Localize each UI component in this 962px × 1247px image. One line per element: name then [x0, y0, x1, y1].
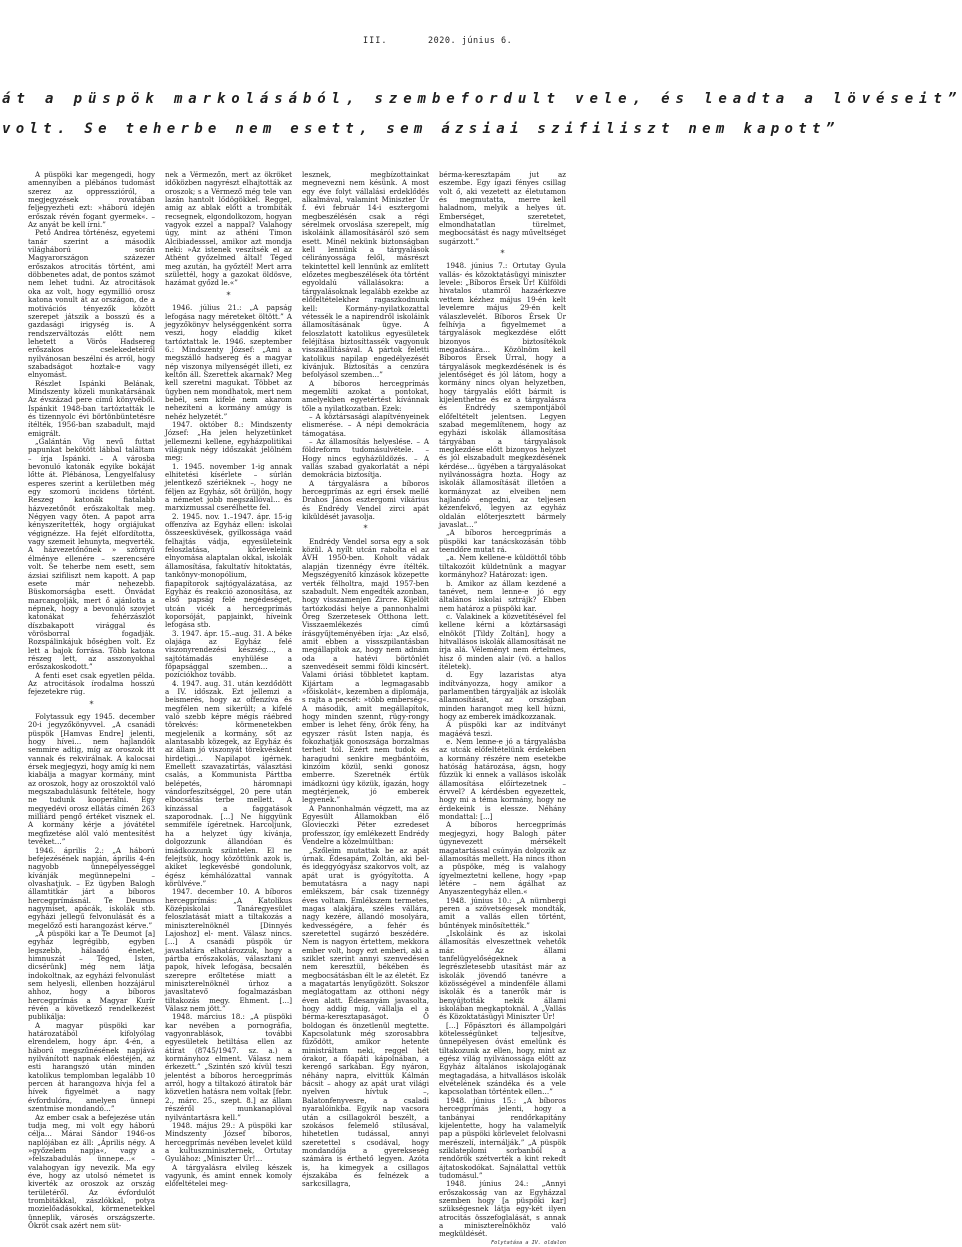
headline-line-1: át a püspök markolásából, szembefordult vele, és leadta a lövéseit”: [2, 91, 962, 107]
article-paragraph: A magyar püspöki kar határozatából kifolyólag elrendelem, hogy ápr. 4-én, a háború megszűnésének napjává nyilvánított napnak előestéjén, az esti harangszó után minden katolikus templomban legalább 10 percen át harangozva hívja fel a hívek figyelmét a nagy évfordulóra, amelyen ünnepi szentmise mondandó…”: [28, 1020, 155, 1114]
article-paragraph: 1. 1945. november 1-ig annak elhitetési kísérlete – súrlán jelentkező szériéknek –, hogy ne féljen az Egyház, sőt örüljön, hogy a németet jobb megszállóval… és marxizmussal cserélhette fel.: [165, 461, 292, 513]
pull-quote-headline: [0, 84, 962, 144]
article-paragraph: Endrédy Vendel sorsa egy a sok közül. A nyílt utcán rabolta el az ÁVH 1950-ben. Koholt vádak alapján tizennégy évre ítélték. Megszégyenítő kínzások közepette verték félholtra, majd 1957-ben szabadult. Nem engedték azonban, hogy visszamenjen Zircre. Kijelölt tartózkodási helye a pannonhalmi Öreg Szerzetesek Otthona lett. Visszaemlékezés című írásgyűjteményében írja: „Az első, amit ebben a vissszpilantásban megállapítok az, hogy nem adnám oda a hatévi börtönlét szenvedéseit semmi földi kincsért. Valami óriási többletet kaptam. Kijártam a legmagasabb »főiskolát«, kezemben a diplomája, s rajta a pecsét: »több emberség«. A második, amit megállapítok, hogy minden szennt, rügy-rongy ember is lehet fény, őrök fény, ha egyszer rásüt Isten napja, és fokozhatják gonoszsága borzalmas terheit tól. Ezért nem tudok és haragudni senkire megbántóim, kinzóim közül, senki gonosz emberre. Szeretnék értük imádkozni úgy közük, ígazán, hogy megtérjenek, jó emberek legyenek.”: [302, 536, 429, 805]
article-paragraph: e. Nem lenne-e jó a tárgyalásba az utcák előfeltételünk érdekében a kormány részére nem esetekbe hatóság határozása, ágsn, hogy fűzzük ki ennek a vallásos iskolák államosítása előírtezetnek – érvvel? A kérdésben egyezettek, hogy mi a téma kormány, hogy ne érdekeink is elessze. Néhány mondattal: [...]: [439, 737, 566, 822]
article-paragraph: „Galántán Vig nevű futtat papunkat bekötött lábbal találtam – írja Ispánki. – A városba bevonuló katonák egyike bokáját lőtte át. Plébánosa, Lengyelfalusy esperes szerint a kerületben még egy szomorú incidens történt. Reszeg katonák fiatalabb házvezetőnőt erőszakoltak meg. Négyen vagy öten. A papot arra kényszerítették, hogy orgiájukat végignézze. Ha fejét elfordította, vagy szemeit lehunyta, megverték. A házvezetőnőnek » szörnyű élménye ellenére – szerencsére volt. Se teherbe nem esett, sem ázsiai szifiliszt nem kapott. A pap esete már nehezebb. Büskomorságba esett. Önvádat marcangolják, mert ő ajánlotta a népnek, hogy a bevonuló szovjet katonákat fehérzászlót díszbakapott virággal és vörösborral fogadják. Rozspálinkájuk bőségben volt. Ez lett a bajok forrása. Több katona részeg lett, az asszonyokhal erőszakoskodott.”: [28, 437, 155, 672]
article-paragraph: 4. 1947. aug. 31. után kezdődött a IV. időszak. Ezt jellemzi a beismerés, hogy az offenzíva és megfélen nem sikerült; a kifelé való szebb képre mégis ráébred törekvés: körmenetekben megjelenik a kormány, sőt az alantasabb közegek, az Egyház és az állam jó viszonyát törekvésként hirdetigi… Napilapot igérnek. Emellett szavazatirtás, választási csalás, a Kommunista Párttba belépetés, háromnapi vándorfeszítséggel, 20 pere után elbocsátás terbe mellett. A kínzással a faggatások szaporodnak. […] Ne higgyünk semmiféle ígéretnek. Harcoljunk, ha a helyzet úgy kívánja, dolgozzunk állandóan és imádkozzunk szüntelen. El ne felejtsük, hogy közöttünk azok is, akiket legkevésbé gondolunk, égész kémhálózattal vannak körülvéve.”: [165, 678, 292, 888]
article-paragraph: 1947. december 10. A bíboros hercegprímás: „A Katolikus Középiskolai Tanáregyesület feloszlatását miatt a tiltakozás a miniszterelnöknél [Dinnyés Lajoshoz] el- ment. Válasz nincs. […] A csanádi püspök úr javaslatára elhatározzuk, hogy a pártba erőszakolás, választani a papok, hívek lefogása, becsalén szerepre erőltetése miatt a miniszterelnöknél úrhoz a javasltatevő fogalmazásban tiltakozás megy. Ehment. […] Válasz nem jött.”: [165, 887, 292, 1014]
article-column-1: [28, 170, 156, 1230]
article-paragraph: Pető Andrea történész, egyetemi tanár szerint a második világháború során Magyarországon százezer erőszakos atrocitás történt, ami döbbenetes adat, de pontos számot nem lehet tudni. Az atrocitások oka az volt, hogy egymillió orosz katona vonult át az országon, de a motivációs tényezők között szerepet játszik a bosszú és a gazdasági irigység is. A rendszerváltozás előtt nem lehetett a Vörös Hadsereg erőszakos cselekedeteiről nyilvánosan beszélni és arról, hogy szabadságot hoztak-e vagy elnyomást.: [28, 228, 156, 380]
article-paragraph: „A püspöki kar a Te Deumot [a] egyház legrégibb, egyben legszebb, hálaadó éneket, himnuszát – Téged, Isten, dicsérünk] még nem látja indokoltnak, az egyházi felvonulást sem helyesli, ellenben hozzájárul ahhoz, hogy a bíboros hercegprímás a Magyar Kurír révén a következő rendelkezést publikálja:: [28, 928, 155, 1022]
article-paragraph: d. Egy lazaristas atya indítványozza, hogy amikor a parlamentben tárgyalják az iskolák államosítását, az országban minden harangot meg kell húzni, hogy az emberek imádkozzanak.: [439, 670, 566, 721]
article-paragraph: A Pannonhalmán végzett, ma az Egyesült Államokban élő Glovieczki Péter ezredeset professzor, így emlékezett Endrédy Vendelre a közelmúltban:: [302, 803, 429, 847]
article-paragraph: A bíboros hercegprímás megemlíti azokat a pontokat, amelyekben egyetértést kívánnak tőle a nyilatkozatban. Ezek:: [302, 378, 429, 413]
article-paragraph: bérma-keresztapám jut az eszembe. Egy igazi fényes csillag volt ő, aki vezetett az életutamon és megmutatta, merre kell haladnom, melyik a helyes út. Emberséget, szeretetet, elmondhatatlan türelmet, megbocsátást és nagy műveltséget sugárzott.”: [439, 170, 566, 246]
article-paragraph: 1948. március 18.: „A püspöki kar nevében a pornográfia, vagyonrablások, további egyesületek betiltása ellen az átírat (8745/1947. sz. a.) a kormányhoz elment. Válasz nem érkezett.” „Szintén szó kívül teszi jelentést a bíboros hercegprímás arról, hogy a tiltakozó átiratok bár közvetlen hatásra nem voltak [febr. 2., márc. 25., szept. 8.] az állam részéről munkanaplóval nyilvántartásra kell.”: [165, 1012, 292, 1122]
article-paragraph: A bíboros hercegprímás megjegyzi, hogy Balogh páter úgynevezett mérsékelt magatartással csúnyán dolgozik az államosítás mellett. Ha nincs ithon a püspöke, még is valahogy ígyelmeztetni kellene, hogy »pap létére – nem ágálhat az Anyaszentegyház ellen.«: [439, 820, 566, 897]
article-paragraph: A püspöki kar megengedi, hogy amennyiben a plébános tudomást szerez az oppresszióról, a megjegyzések rovatában feljegyezheti ezt: »háború idején erőszak révén fogant gyermek«. – Az anyát be kell írni.”: [28, 170, 155, 230]
article-paragraph: 1948. május 29.: A püspöki kar Mindszenty József bíboros, hercegprímás nevében levelet küld a kultuszminiszternek, Ortutay Gyulához: „Miniszter Úr!…: [165, 1120, 292, 1164]
article-paragraph: c. Valakinek a közvetítésével fel kellene kérni a köztársasági elnököt [Tildy Zoltán], hogy a hitvallásos iskolák államosítását ne írja alá. Véleményt nem értelmes, hisz ő minden alair (vö. a hallos ítéletek).: [439, 611, 566, 671]
headline-line-2: volt. Se teherbe nem esett, sem ázsiai szifiliszt nem kapott”: [2, 121, 840, 137]
article-paragraph: 1948. június 24.: „Annyi erőszakosság van az Egyházzal szemben hogy [a püspöki kar] szükségesnek látja egy-két ilyen atrocitás összefoglalását, s annak a miniszterelnökhöz való megküldését.: [439, 1179, 566, 1239]
article-paragraph: lesznek, megbízottainkat megnevezni nem késünk. A most egy éve folyt vállalási erdeklődés alkalmával, valamint Miniszter Úr f. évi február 14-i esztergomi megbeszélésén csak a régi sérelmek orvoslása szerepelt, míg iskoláink államosításáról szó sem esett. Minél nekünk biztonságban kell lennünk a tárgyalások célirányossága felől, másrészt tekintettel kell lennünk az említett előzetes megbeszélések óta történt egyoldalú vállalásokra: a tárgyalásoknak legalább ezekbe az előfeltételekhez ragaszkodnunk kell: Kormány-nyilatkozattal vétessék le a napirendről iskoláink államosításának ügye. A feloszlatott katolikus egyesületek feléjítása biztosíttassék vagyonuk visszaállításával. A pártok feletti katolikus napilap engedélyezését kívánjuk. Biztosítás a cenzúra befolyásol szemben…”: [302, 170, 429, 380]
page-header: [0, 36, 720, 52]
article-paragraph: 3. 1947. ápr. 15.–aug. 31. A béke olajága az Egyház felé viszonyrendezési készség…, a sajtótámadás enyhülése a főpapsággal szemben… a pozíciókhoz tovább.: [165, 628, 292, 680]
section-separator: *: [226, 290, 231, 300]
article-paragraph: A tárgyalásra a bíboros hercegprímás az egri érsek mellé Drahos János esztergomi vikárius és Endrédy Vendel zirci apát kiküldését javasolja.: [302, 478, 429, 522]
article-paragraph: – Az államosítás helyeslése. – A földreform tudomásulvétele. – Hogy nincs egyházüldözés. – A vallás szabad gyakorlatát a népi demokrácia biztosítja.: [302, 437, 429, 480]
article-paragraph: 1946. április 2.: „A háború befejezésének napján, április 4-én nagyobb ünnepélyességgel kívánják megünnepelni – olvashatjuk. – Ez ügyben Balogh államtitkár járt a bíboros hercegprímásnál. Te Deumos nagymiset, apácák, iskolák stb. egyházi jellegű felvonulását és a megelőző esti harangozást kérve.”: [28, 845, 155, 930]
article-paragraph: „Iskoláink és az iskolai államosítás elveszettnek vehetők már. Az állami tanfelügyelőségeknek a legrészletesebb utasítást már az iskolák jövendő tanévre a közösségével a mindenféle állami iskolák és a tanerők már is benyújtották nekik állami iskolában megkaptoknál. A „Vallás és Közoktatásügyi Miniszter Úr!: [439, 928, 566, 1022]
article-paragraph: b. Amikor az állam kezdené a tanévet, nem lenne-e jó egy általános iskolai sztrájk? Ebben nem határoz a püspöki kar.: [439, 578, 566, 613]
article-column-2: [165, 170, 292, 1189]
section-separator: *: [363, 524, 368, 534]
article-paragraph: A püspöki kar az indítványt magáévá teszi.: [439, 720, 566, 738]
article-paragraph: – A köztársasági alapítvényeinek elismerése. – A népi demokrácia támogatása.: [302, 411, 429, 438]
article-paragraph: 1947. október 8.: Mindszenty József: „Ha jelen helyzetünket jellemezni kellene, egyházpolitikai világunk négy időszakát jelölném meg:: [165, 419, 292, 463]
article-column-3: [302, 170, 429, 1189]
article-paragraph: nek a Vérmezőn, mert az ökröket időközben nagyrészt elhajtották az oroszok; s a Vérmező még tele van lazán hantolt lődögökkel. Reggel, amig az ablak előtt a trombiták recsegnek, elgondolkozom, hogyan vagyok ezzel a nappal? Valahogy úgy, mint az athéni Timon Alcibiadesssel, amikor azt mondja neki: »Az istenek veszítsék el az Athént győzelmed által! Téged meg azután, ha győztél! Mert arra születtél, hogy a gazokat öldösve, hazámat győzd le.«”: [165, 170, 292, 288]
article-paragraph: Az ember csak a befejezése után tudja meg, mi volt egy háború célja… Márai Sándor 1946-os naplójában ez áll: „Április négy. A »győzelem napja«, vagy a »felszabadulás ünnepe…« – valahogyan így nevezik. Ma egy éve, hogy az utolsó németet is kiverték az oroszok az ország területéről. Az évfordulót trombitákkal, zászlókkal, potya mozielőadásokkal, körmenetekkel ünneplik, városés országszerte. Ökröt csak azért nem süt-: [28, 1112, 155, 1230]
article-paragraph: A fenti eset csak egyetlen példa. Az atrocitások írodalma hosszú fejezetekre rúg.: [28, 670, 155, 697]
article-paragraph: Részlet Ispánki Belának, Mindszenty közeli munkatársának Az évszázad pere című könyvéből. Ispánkit 1948-ban tartóztatták le és tizennyolc évi börtönbüntetésre ítélték, 1956-ban szabadult, majd emigrált.: [28, 378, 155, 438]
article-paragraph: 2. 1945. nov. 1.–1947. ápr. 15-ig offenzíva az Egyház ellen: iskolai összeesküvések, gyilkossága vaád felhajtás vádja, egyesületeink feloszlatása, körleveleink elnyomása alaptalan okkal, iskolák államosítása, fakultatív hitoktatás, tankönyv-monopólium, fiapapítorok sajtógyalázatása, az Egyház és reakció azonosítása, az első papság felé negédeséget, utcán vicék a hercegprímás koporsóját, papjainkt, híveink lefogása stb.: [165, 511, 292, 630]
article-paragraph: Folytassuk egy 1945. december 20-i jegyzőkönyvvel. „A csanádi püspök [Hamvas Endre] jelenti, hogy hívei… nem hajlandók semmire adtig, míg az oroszok itt vannak és rekvirálnak. A kalocsai érsek megjegyzi, hogy amíg ki nem kiabálja a magyar kormány, mint az oroszok, hogy az oroszoktól való megszabadulásunk feltétele, hogy ne tudunk kooperálni. Egy megyedévi orosz ellátás címén 263 milliárd pengő értéket visznek el. A kormány kérje a jóvátétel megfizetése alól való mentesítést tevéket…”: [28, 712, 155, 847]
page-number: III.: [363, 36, 388, 46]
article-paragraph: „Szőleim mutattak be az apát úrnak. Édesapám, Zoltán, aki bel- és ideggyógyász szakorvos volt, az apát urat is gyógyította. A bemutatásra a nagy napi emlékszem, bár csak tizennégy éves voltam. Emlékszem termetes, magas alakjára, széles vállára, nagy kezére, állandó mosolyára, kedvességére, a fehér és szeretettel sugárzó beszédére. Nem is nagyon értettem, mekkora ember volt, hogy ezt emberi, aki a sziklet szerint annyi szenvedésen nem keresztül, békében és megbocsátásban élt le az életét. Ez a magatartás lenyűgözött. Sokszor meglátogattam az otthoni négy éven alatt. Édesanyám javasolta, hogy addig míg, vállalja el a bérma-keresztapaságot. Ö boldogan és önzetlenül megtette. Kapcsolatunk még szorosabbra fűződött, amikor hetente ministráltam neki, reggel hét órakor, a főapáti kápolnában, a kerengő sarkában. Egy nyáron, néhány napra, elvittük Kálmán bácsit – ahogy az apát urat világi nyelven hívtuk –, Balatonfenyvesre, a csaladi nyaralóinkba. Egyik nap vacsora után a csillagokról beszélt, a szokásos felemelő stílusával, hihetetlen tudással, annyi szeretettel s csodával, hogy mondandója a gyerekseség számára is érthető legyen. Azóta is, ha kimegyek a csillagos éjszakába és felnézek a sarkcsillagra,: [302, 845, 429, 1189]
article-paragraph: A tárgyalásra elvileg készek vagyunk, és amint ennek komoly előfeltételei meg-: [165, 1162, 292, 1189]
article-paragraph: 1946. július 21.: „A papság lefogása nagy méreteket öltött.” A jegyzőkönyv helységgenként sorra veszi, hogy eladdig kiket tartóztattak le. 1946. szeptember 6.: Mindszenty József: „Ami a megszálló hadsereg és a magyar nép viszonya milyenségét illeti, ez keltőn áll. Szerettek akarnak? Meg kell szeretni magukat. Többet az ügyben nem mondhatok, mert nem bebél, sem kifelé nem akarom nehezíteni a kormány amúgy is nehéz helyzetét.”: [165, 303, 292, 421]
section-separator: *: [89, 699, 94, 709]
article-paragraph: […] Főpásztori és állampolgári kötelességünket teljesítve, ünnepélyesen óvást emelünk és tiltakozunk az ellen, hogy, mint az egész világ nyilvánossága előtt az Egyház általános iskolajogának megtagadása, a hitvallásos iskolák elvételének szándéka és a vele kapcsolatban történtek ellen…”: [439, 1020, 566, 1097]
article-paragraph: 1948. június 10.: „A nürnbergi peren a szövetségesek mondták, amit a vallás ellen történt, bűntények minősítették.”: [439, 895, 566, 930]
article-paragraph: „A bíboros hercegprímás a püspöki kar tanácskozásán több teendőre mutat rá.: [439, 528, 566, 555]
article-paragraph: 1948. június 15.: „A bíboros hercegprímás jelenti, hogy a tanbányai rendőrkapitány kijelentette, hogy ha valamelyik pap a püspöki körlevelet felolvasni merészelí, internálják.” „A püspök sziklateplomi sorbanból a rendőrök szétverték a kint rekedt ájtatoskodókat. Sajnálattal vettük tudomásul.”: [439, 1095, 566, 1180]
article-paragraph: „a. Nem kellene-e küldöttől több tiltakozóit küldetnünk a magyar kormányhoz? Határozat: igen.: [439, 553, 566, 580]
article-columns: [28, 170, 708, 1246]
article-column-4: [439, 170, 566, 1246]
section-separator: *: [500, 249, 505, 259]
continuation-note: Folytatása a IV. oldalon: [491, 1239, 566, 1246]
issue-date: 2020. június 6.: [428, 36, 513, 46]
article-paragraph: 1948. június 7.: Ortutay Gyula vallás- és közoktatásügyi miniszter levele: „Bíboros Érsek Úr! Külföldi hivatalos utamról hazaérkezve vettem kézhez május 19-én kelt levelemre május 29-én kelt válaszlevelét. Bíboros Érsek Úr felhívja a figyelmemet a tárgyalások megkezdése előtt bizonyos biztosítékok megadására… Közölnöm kell Bíboros Érsek Úrral, hogy a tárgyalások megkezdésének is és jelentőséget és jól látom, hogy a kormány nincs olyan helyzetben, hogy tárgyalás előtt bármit is kijelenthetne és ez a tárgyalásra és Endrédy szempontjából előfeltételt jelentsen. Legyen szabad megemlítenem, hogy az egyházi iskolák államosítása tárgyában a tárgyalások megkezdése előtt bizonyos helyzet és jól elszabadult megkezdésének kérdése… ügyében a tárgyalásokat nyilvánosságra hozta. Hogy az iskolák államosítását illetően a kormányzat az elveiben nem hajlandó engedni, az teljesen kézenfekvő, legyen az egyház oldalán előterjesztett bármely javaslat…”: [439, 261, 566, 530]
